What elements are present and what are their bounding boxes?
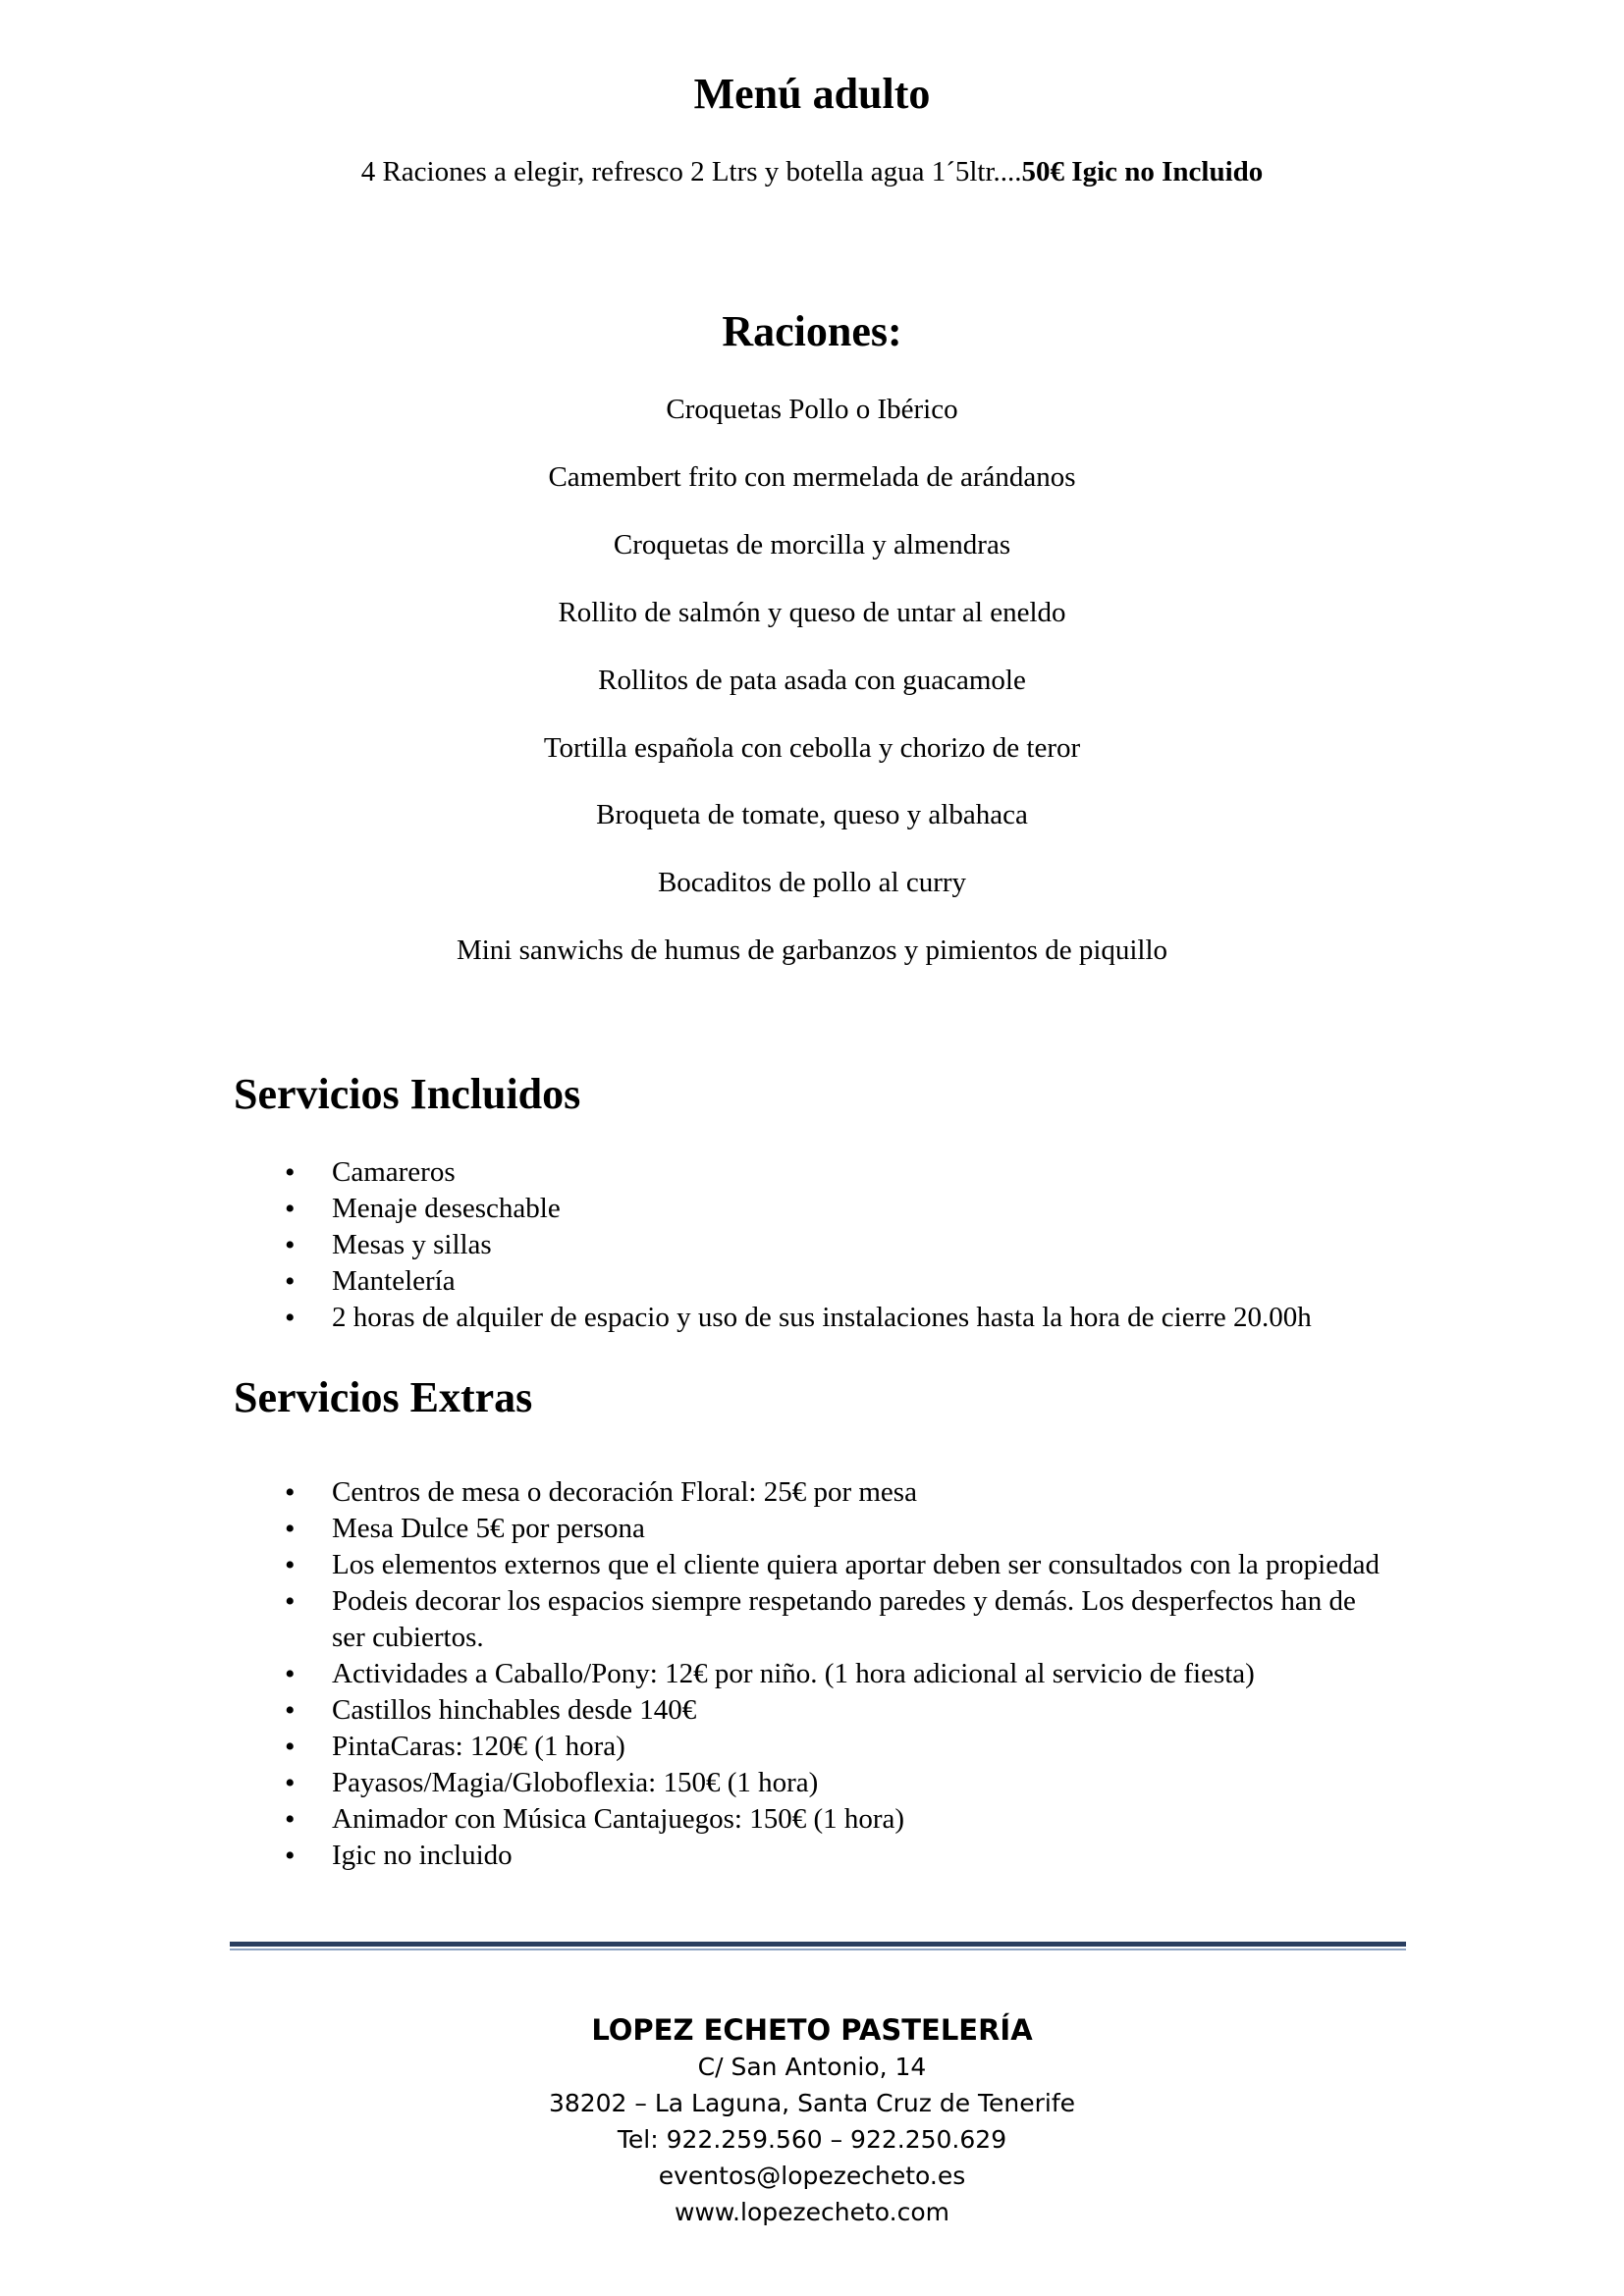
list-item: • 2 horas de alquiler de espacio y uso de sus instalaciones hasta la hora de cierre 20.00h (285, 1300, 1312, 1336)
racion-item: Croquetas de morcilla y almendras (613, 529, 1011, 561)
list-item: • PintaCaras: 120€ (1 hora) (285, 1729, 1394, 1765)
list-item: • Actividades a Caballo/Pony: 12€ por niño. (1 hora adicional al servicio de fiesta) (285, 1656, 1394, 1692)
list-item: • Animador con Música Cantajuegos: 150€ (1 hora) (285, 1801, 1394, 1838)
list-item: • Centros de mesa o decoración Floral: 25€ por mesa (285, 1474, 1394, 1511)
list-item: • Mesa Dulce 5€ por persona (285, 1511, 1394, 1547)
racion-item: Rollitos de pata asada con guacamole (598, 665, 1026, 696)
racion-item: Bocaditos de pollo al curry (657, 867, 967, 898)
header (0, 70, 1624, 118)
company-phone: Tel: 922.259.560 – 922.250.629 (617, 2125, 1007, 2154)
list-item: • Menaje deseschable (285, 1191, 1312, 1227)
company-email[interactable]: eventos@lopezecheto.es (658, 2162, 966, 2190)
raciones-heading (0, 307, 1624, 355)
list-item: • Podeis decorar los espacios siempre respetando paredes y demás. Los desperfectos han de ser cubiertos. (285, 1583, 1394, 1656)
racion-item: Croquetas Pollo o Ibérico (666, 394, 958, 425)
subtitle-price: 50€ Igic no Incluido (1021, 156, 1264, 187)
footer-divider (230, 1942, 1406, 1950)
company-name: LOPEZ ECHETO PASTELERÍA (591, 2013, 1033, 2047)
list-item: • Igic no incluido (285, 1838, 1394, 1874)
company-city: 38202 – La Laguna, Santa Cruz de Tenerife (548, 2089, 1076, 2117)
list-item: • Los elementos externos que el cliente quiera aportar deben ser consultados con la propiedad (285, 1547, 1394, 1583)
racion-item: Camembert frito con mermelada de arándanos (548, 461, 1076, 493)
list-item: • Camareros (285, 1154, 1312, 1191)
racion-item: Broqueta de tomate, queso y albahaca (596, 799, 1028, 830)
subtitle-text: 4 Raciones a elegir, refresco 2 Ltrs y botella agua 1´5ltr.... (360, 156, 1022, 187)
company-address: C/ San Antonio, 14 (697, 2053, 927, 2081)
incluidos-list (285, 1154, 1312, 1336)
list-item: • Mesas y sillas (285, 1227, 1312, 1263)
racion-item: Tortilla española con cebolla y chorizo de teror (543, 732, 1081, 764)
company-website[interactable]: www.lopezecheto.com (675, 2198, 949, 2226)
menu-subtitle (0, 158, 1624, 187)
racion-item: Rollito de salmón y queso de untar al eneldo (558, 597, 1066, 628)
list-item: • Castillos hinchables desde 140€ (285, 1692, 1394, 1729)
racion-item: Mini sanwichs de humus de garbanzos y pimientos de piquillo (456, 934, 1168, 966)
extras-list (285, 1474, 1394, 1874)
incluidos-title: Servicios Incluidos (234, 1070, 581, 1118)
footer (0, 2012, 1624, 2230)
page-title: Menú adulto (693, 70, 931, 118)
extras-title: Servicios Extras (234, 1373, 533, 1421)
raciones-title: Raciones: (722, 307, 902, 355)
list-item: • Payasos/Magia/Globoflexia: 150€ (1 hora) (285, 1765, 1394, 1801)
list-item: • Mantelería (285, 1263, 1312, 1300)
